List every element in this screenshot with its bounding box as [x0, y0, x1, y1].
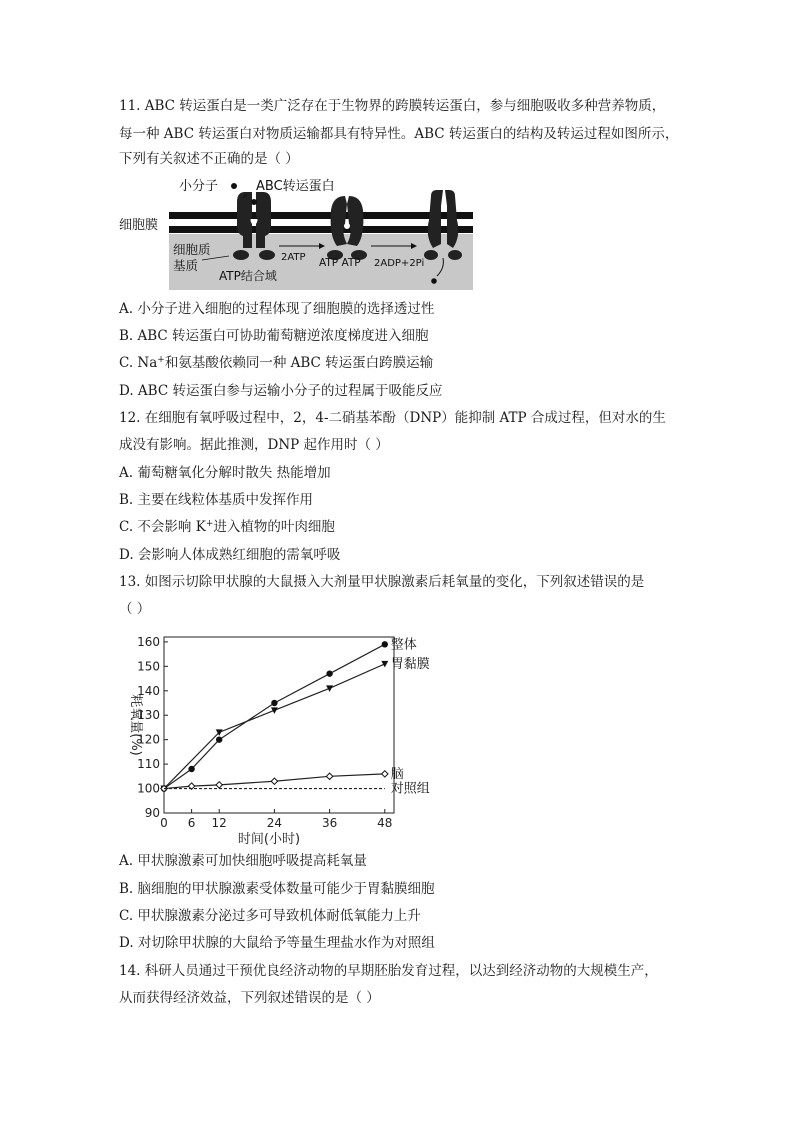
q12-option-c-sup: + [205, 519, 214, 529]
x-tick-label: 0 [160, 816, 168, 830]
x-axis-label: 时间(小时) [237, 832, 301, 845]
label-small-molecule: 小分子 [179, 179, 219, 194]
abc-transporter-diagram [119, 176, 479, 292]
oxygen-consumption-chart [112, 625, 452, 845]
data-point-triangle [381, 661, 388, 668]
data-point-circle [216, 736, 222, 742]
data-point-circle [326, 670, 332, 676]
y-tick-label: 140 [137, 683, 160, 698]
series-label: 对照组 [390, 781, 430, 797]
q11-option-c[interactable] [119, 354, 433, 372]
q12-option-a[interactable]: A. 葡萄糖氧化分解时散失 热能增加 [119, 465, 331, 481]
q11-stem-line2: 每一种 ABC 转运蛋白对物质运输都具有特异性。ABC 转运蛋白的结构及转运过程如图所示， [119, 126, 679, 142]
x-tick-label: 48 [377, 816, 393, 830]
q12-option-b[interactable]: B. 主要在线粒体基质中发挥作用 [119, 492, 314, 508]
data-point-circle [188, 766, 194, 772]
q11-option-d[interactable]: D. ABC 转运蛋白参与运输小分子的过程属于吸能反应 [119, 383, 443, 399]
y-tick-label: 160 [137, 634, 160, 649]
data-point-triangle [326, 685, 333, 692]
y-tick-label: 100 [137, 781, 160, 796]
membrane-inner-layer [169, 226, 473, 233]
series-line [164, 644, 385, 788]
data-point-diamond [382, 771, 388, 777]
q11-option-b[interactable]: B. ABC 转运蛋白可协助葡萄糖逆浓度梯度进入细胞 [119, 328, 429, 344]
membrane-outer-layer [169, 212, 473, 219]
y-tick-label: 120 [137, 732, 160, 747]
label-2atp: 2ATP [281, 252, 306, 263]
data-point-triangle [271, 707, 278, 714]
q12-option-c-pre: C. 不会影响 K [119, 519, 206, 535]
label-cell-membrane: 细胞膜 [119, 218, 159, 233]
q12-stem-line1: 12. 在细胞有氧呼吸过程中，2，4-二硝基苯酚（DNP）能抑制 ATP 合成过程，但对水的生 [119, 410, 666, 426]
q14-stem-line2: 从而获得经济效益，下列叙述错误的是（ ） [119, 990, 380, 1006]
plot-frame [164, 637, 394, 813]
series-label: 整体 [390, 637, 417, 653]
label-adp-pi: 2ADP+2Pi [374, 258, 425, 269]
series-label: 胃黏膜 [390, 656, 430, 672]
y-tick-label: 150 [137, 659, 160, 674]
y-tick-label: 110 [137, 757, 160, 772]
q13-option-c[interactable]: C. 甲状腺激素分泌过多可导致机体耐低氧能力上升 [119, 908, 421, 924]
y-axis-label: 耗氧量(%) [128, 694, 143, 756]
series-label: 脑 [390, 766, 404, 782]
label-atp-domain: ATP结合域 [219, 269, 277, 283]
q13-option-b[interactable]: B. 脑细胞的甲状腺激素受体数量可能少于胃黏膜细胞 [119, 881, 435, 897]
q11-stem-line3: 下列有关叙述不正确的是（ ） [119, 151, 299, 167]
q11-option-c-sup: + [157, 355, 165, 365]
q11-option-a[interactable]: A. 小分子进入细胞的过程体现了细胞膜的选择透过性 [119, 301, 435, 317]
small-molecule-dot [231, 183, 237, 189]
series-line [164, 664, 385, 789]
q14-stem-line1: 14. 科研人员通过干预优良经济动物的早期胚胎发育过程，以达到经济动物的大规模生产， [119, 963, 658, 979]
q11-stem-line1: 11. ABC 转运蛋白是一类广泛存在于生物界的跨膜转运蛋白，参与细胞吸收多种营养物质， [119, 98, 666, 114]
data-point-circle [382, 641, 388, 647]
x-tick-label: 36 [321, 816, 338, 830]
q12-option-c[interactable] [119, 518, 335, 536]
x-tick-label: 6 [187, 816, 196, 830]
data-point-diamond [326, 773, 332, 779]
label-abc-protein: ABC转运蛋白 [256, 179, 335, 194]
q11-option-c-post: 和氨基酸依赖同一种 ABC 转运蛋白跨膜运输 [164, 355, 434, 371]
q12-option-c-post: 进入植物的叶肉细胞 [213, 519, 335, 535]
label-atp-atp: ATP ATP [319, 257, 361, 269]
q11-option-c-pre: C. Na [119, 355, 158, 371]
x-tick-label: 12 [211, 816, 227, 830]
data-point-circle [271, 700, 277, 706]
q13-stem-line1: 13. 如图示切除甲状腺的大鼠摄入大剂量甲状腺激素后耗氧量的变化，下列叙述错误的是 [119, 574, 645, 590]
q12-option-d[interactable]: D. 会影响人体成熟红细胞的需氧呼吸 [119, 547, 341, 563]
q13-option-d[interactable]: D. 对切除甲状腺的大鼠给予等量生理盐水作为对照组 [119, 935, 435, 951]
x-tick-label: 24 [266, 816, 283, 830]
q12-stem-line2: 成没有影响。据此推测，DNP 起作用时（ ） [119, 437, 389, 453]
y-tick-label: 130 [137, 708, 160, 723]
data-point-diamond [216, 782, 222, 788]
q13-option-a[interactable]: A. 甲状腺激素可加快细胞呼吸提高耗氧量 [119, 853, 367, 869]
y-tick-label: 90 [144, 806, 160, 820]
q13-stem-line2: （ ） [119, 601, 151, 617]
label-cytoplasm-1: 细胞质 [173, 242, 211, 257]
label-cytoplasm-2: 基质 [173, 258, 199, 273]
data-point-diamond [271, 778, 277, 784]
